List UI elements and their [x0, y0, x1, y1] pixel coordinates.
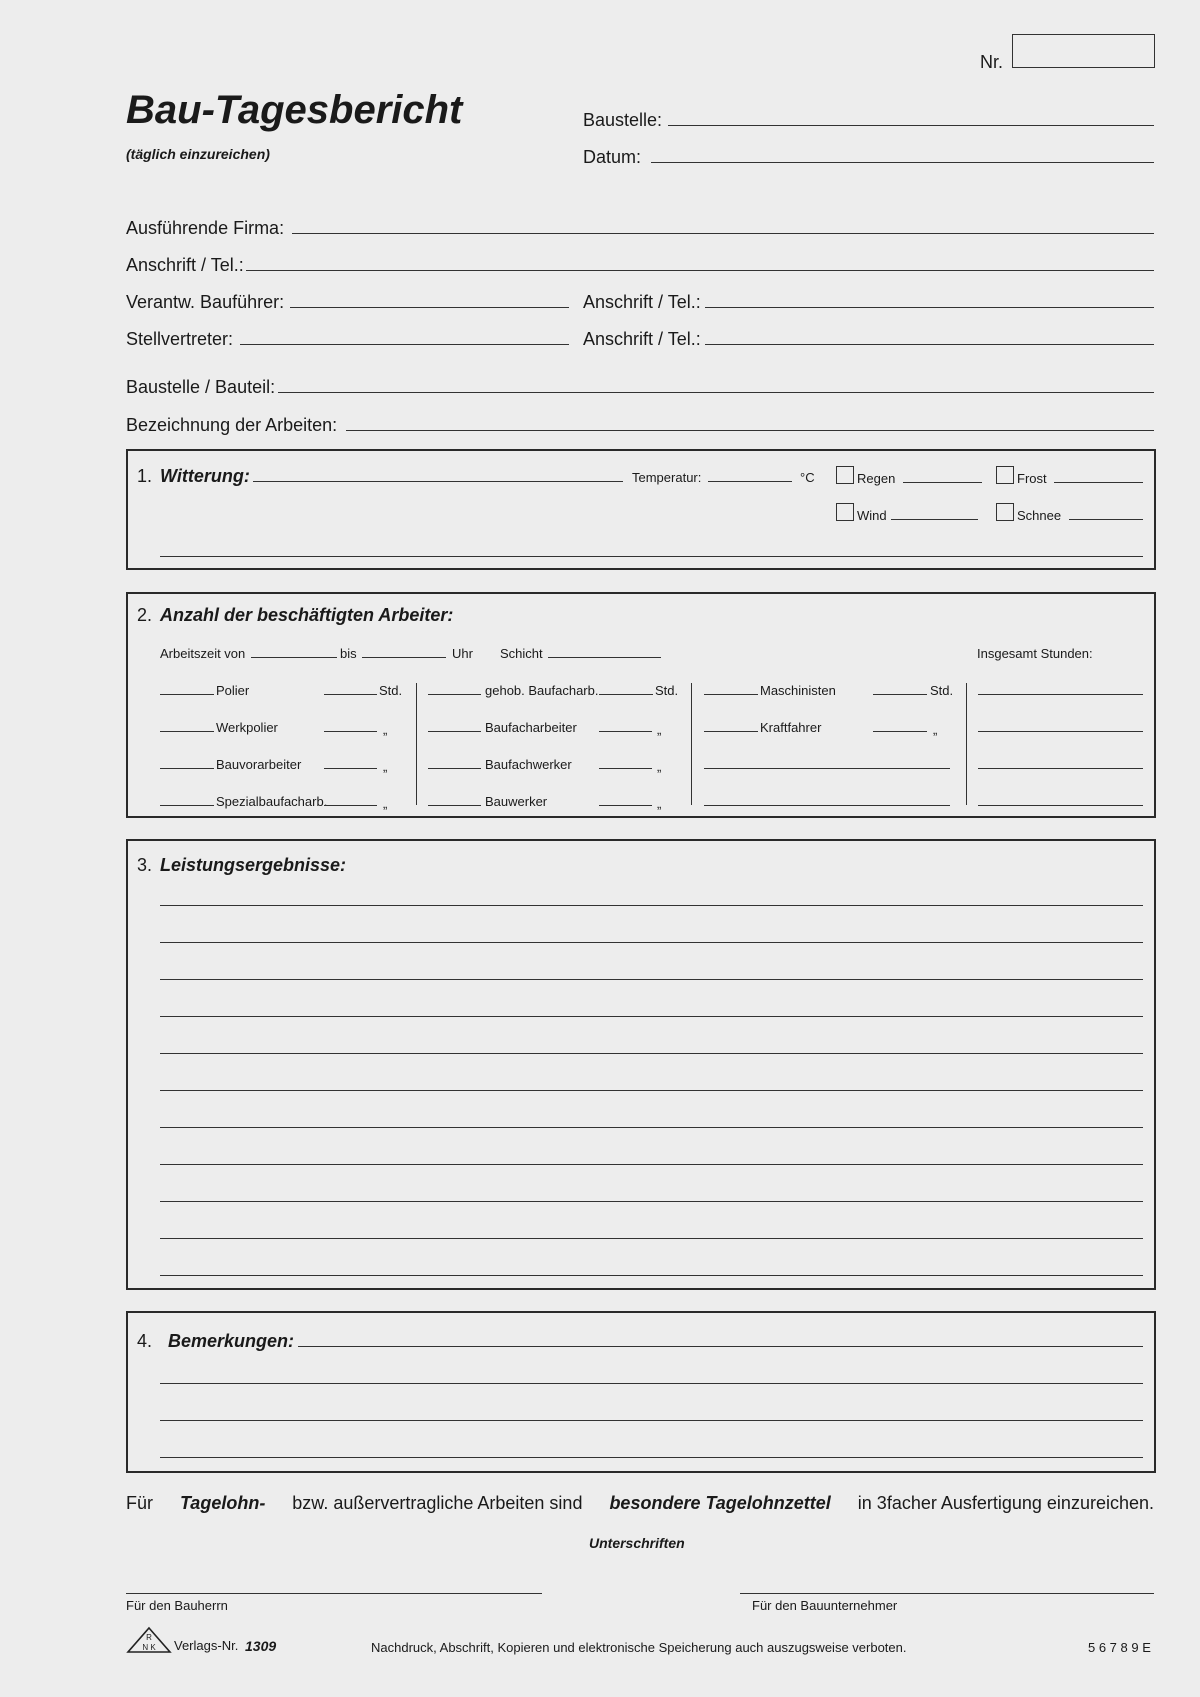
regen-field[interactable] — [903, 482, 982, 483]
worker-count-field[interactable] — [704, 731, 758, 732]
section3-number: 3. — [137, 855, 153, 875]
std-label: Std. — [379, 683, 403, 698]
leistung-line[interactable] — [160, 979, 1143, 980]
temperatur-label: Temperatur: — [632, 470, 702, 485]
section1-title: Witterung: — [160, 466, 250, 486]
arbeitszeit-label: Arbeitszeit von — [160, 646, 246, 661]
bauteil-field[interactable] — [278, 392, 1154, 393]
anschrift2-field[interactable] — [705, 307, 1154, 308]
worker-count-field[interactable] — [428, 768, 481, 769]
leistung-line[interactable] — [160, 1201, 1143, 1202]
product-code: 5 6 7 8 9 E — [1088, 1640, 1151, 1655]
page-title: Bau-Tagesbericht — [126, 88, 463, 132]
leistung-line[interactable] — [160, 905, 1143, 906]
ditto-mark: „ — [383, 796, 388, 811]
note-part: bzw. außervertragliche Arbeiten sind — [292, 1493, 583, 1513]
arbeitszeit-von-field[interactable] — [251, 657, 337, 658]
leistung-line[interactable] — [160, 1238, 1143, 1239]
total-hours-field[interactable] — [978, 768, 1143, 769]
ditto-mark: „ — [933, 722, 938, 737]
regen-label: Regen — [857, 471, 896, 486]
worker-count-field[interactable] — [160, 731, 214, 732]
worker-hours-field[interactable] — [599, 731, 652, 732]
column-divider — [691, 683, 692, 805]
nr-label: Nr. — [980, 52, 1004, 72]
anschrift2-label: Anschrift / Tel.: — [583, 292, 701, 312]
bauteil-label: Baustelle / Bauteil: — [126, 377, 276, 397]
worker-hours-field[interactable] — [324, 694, 377, 695]
worker-count-field[interactable] — [160, 805, 214, 806]
worker-count-field[interactable] — [428, 731, 481, 732]
note-part: in 3facher Ausfertigung einzureichen. — [857, 1493, 1154, 1513]
worker-hours-field[interactable] — [599, 805, 652, 806]
datum-field[interactable] — [651, 162, 1154, 163]
schnee-label: Schnee — [1017, 508, 1062, 523]
worker-hours-field[interactable] — [324, 805, 377, 806]
leistung-line[interactable] — [160, 1090, 1143, 1091]
arbeiten-field[interactable] — [346, 430, 1154, 431]
worker-hours-field[interactable] — [873, 731, 927, 732]
section2-title: Anzahl der beschäftigten Arbeiter: — [160, 605, 454, 625]
witterung-field[interactable] — [253, 481, 623, 482]
leistung-line[interactable] — [160, 1275, 1143, 1276]
verlag-label: Verlags-Nr. — [174, 1638, 239, 1653]
worker-label: Werkpolier — [216, 720, 278, 735]
stellvertreter-label: Stellvertreter: — [126, 329, 234, 349]
anschrift3-field[interactable] — [705, 344, 1154, 345]
ditto-mark: „ — [383, 722, 388, 737]
schnee-field[interactable] — [1069, 519, 1143, 520]
note-part: Für — [126, 1493, 153, 1513]
section3-title: Leistungsergebnisse: — [160, 855, 347, 875]
nr-field[interactable] — [1012, 34, 1155, 68]
section4-number: 4. — [137, 1331, 153, 1351]
anschrift-field[interactable] — [246, 270, 1154, 271]
worker-label: Spezialbaufacharb. — [216, 794, 328, 809]
leistung-line[interactable] — [160, 1016, 1143, 1017]
datum-label: Datum: — [583, 147, 642, 167]
std-label: Std. — [655, 683, 679, 698]
witterung-notes-line[interactable] — [160, 556, 1143, 557]
worker-hours-field[interactable] — [873, 694, 927, 695]
svg-text:R: R — [146, 1633, 152, 1642]
worker-hours-field[interactable] — [599, 694, 653, 695]
frost-label: Frost — [1017, 471, 1047, 486]
regen-checkbox[interactable] — [836, 466, 854, 484]
worker-label: Maschinisten — [760, 683, 836, 698]
worker-label: Baufacharbeiter — [485, 720, 577, 735]
wind-field[interactable] — [891, 519, 978, 520]
bemerkung-line[interactable] — [160, 1383, 1143, 1384]
uhr-label: Uhr — [452, 646, 473, 661]
wind-label: Wind — [857, 508, 887, 523]
anschrift-label: Anschrift / Tel.: — [126, 255, 244, 275]
worker-count-field[interactable] — [428, 694, 481, 695]
leistung-line[interactable] — [160, 1127, 1143, 1128]
insgesamt-label: Insgesamt Stunden: — [977, 646, 1093, 661]
worker-label: gehob. Baufacharb. — [485, 683, 599, 698]
extra-worker-field[interactable] — [704, 768, 950, 769]
firma-label: Ausführende Firma: — [126, 218, 285, 238]
bemerkung-line[interactable] — [160, 1457, 1143, 1458]
leistung-line[interactable] — [160, 1164, 1143, 1165]
frost-checkbox[interactable] — [996, 466, 1014, 484]
worker-label: Bauwerker — [485, 794, 548, 809]
total-hours-field[interactable] — [978, 731, 1143, 732]
wind-checkbox[interactable] — [836, 503, 854, 521]
bauherr-label: Für den Bauherrn — [126, 1598, 228, 1613]
bemerkung-line[interactable] — [160, 1420, 1143, 1421]
worker-label: Bauvorarbeiter — [216, 757, 302, 772]
std-label: Std. — [930, 683, 954, 698]
arbeiten-label: Bezeichnung der Arbeiten: — [126, 415, 338, 435]
worker-count-field[interactable] — [428, 805, 481, 806]
bis-label: bis — [340, 646, 357, 661]
worker-hours-field[interactable] — [599, 768, 652, 769]
column-divider — [966, 683, 967, 805]
bemerkung-line[interactable] — [298, 1346, 1143, 1347]
bauleiter-label: Verantw. Bauführer: — [126, 292, 285, 312]
ditto-mark: „ — [657, 722, 662, 737]
worker-count-field[interactable] — [160, 768, 214, 769]
section-leistungsergebnisse — [126, 839, 1156, 1290]
celsius-unit: °C — [800, 470, 815, 485]
worker-label: Polier — [216, 683, 250, 698]
column-divider — [416, 683, 417, 805]
bauherr-signature-line[interactable] — [126, 1593, 542, 1594]
tagelohn-note — [126, 1493, 1154, 1514]
bauunternehmer-signature-line[interactable] — [740, 1593, 1154, 1594]
note-part-emphasis: besondere Tagelohnzettel — [609, 1493, 831, 1513]
section4-title: Bemerkungen: — [168, 1331, 295, 1351]
stellvertreter-field[interactable] — [240, 344, 569, 345]
schnee-checkbox[interactable] — [996, 503, 1014, 521]
verlag-number: 1309 — [245, 1638, 277, 1654]
worker-count-field[interactable] — [704, 694, 758, 695]
worker-hours-field[interactable] — [324, 768, 377, 769]
leistung-line[interactable] — [160, 942, 1143, 943]
svg-text:N K: N K — [142, 1643, 156, 1652]
copyright-text: Nachdruck, Abschrift, Kopieren und elektronische Speicherung auch auszugsweise verboten. — [371, 1640, 907, 1655]
worker-hours-field[interactable] — [324, 731, 377, 732]
section1-number: 1. — [137, 466, 153, 486]
worker-label: Baufachwerker — [485, 757, 572, 772]
total-hours-field[interactable] — [978, 805, 1143, 806]
ditto-mark: „ — [657, 796, 662, 811]
leistung-line[interactable] — [160, 1053, 1143, 1054]
total-hours-field[interactable] — [978, 694, 1143, 695]
worker-label: Kraftfahrer — [760, 720, 822, 735]
worker-count-field[interactable] — [160, 694, 214, 695]
arbeitszeit-bis-field[interactable] — [362, 657, 446, 658]
bauunternehmer-label: Für den Bauunternehmer — [752, 1598, 898, 1613]
baustelle-field[interactable] — [668, 125, 1154, 126]
ditto-mark: „ — [383, 759, 388, 774]
frost-field[interactable] — [1054, 482, 1143, 483]
extra-worker-field[interactable] — [704, 805, 950, 806]
ditto-mark: „ — [657, 759, 662, 774]
schicht-field[interactable] — [548, 657, 661, 658]
note-part-emphasis: Tagelohn- — [179, 1493, 266, 1513]
baustelle-label: Baustelle: — [583, 110, 663, 130]
bauleiter-field[interactable] — [290, 307, 569, 308]
anschrift3-label: Anschrift / Tel.: — [583, 329, 701, 349]
rnk-logo — [126, 1626, 172, 1654]
signatures-heading: Unterschriften — [589, 1535, 685, 1551]
temperatur-field[interactable] — [708, 481, 792, 482]
firma-field[interactable] — [292, 233, 1154, 234]
page-subtitle: (täglich einzureichen) — [126, 146, 270, 162]
section2-number: 2. — [137, 605, 153, 625]
schicht-label: Schicht — [500, 646, 543, 661]
